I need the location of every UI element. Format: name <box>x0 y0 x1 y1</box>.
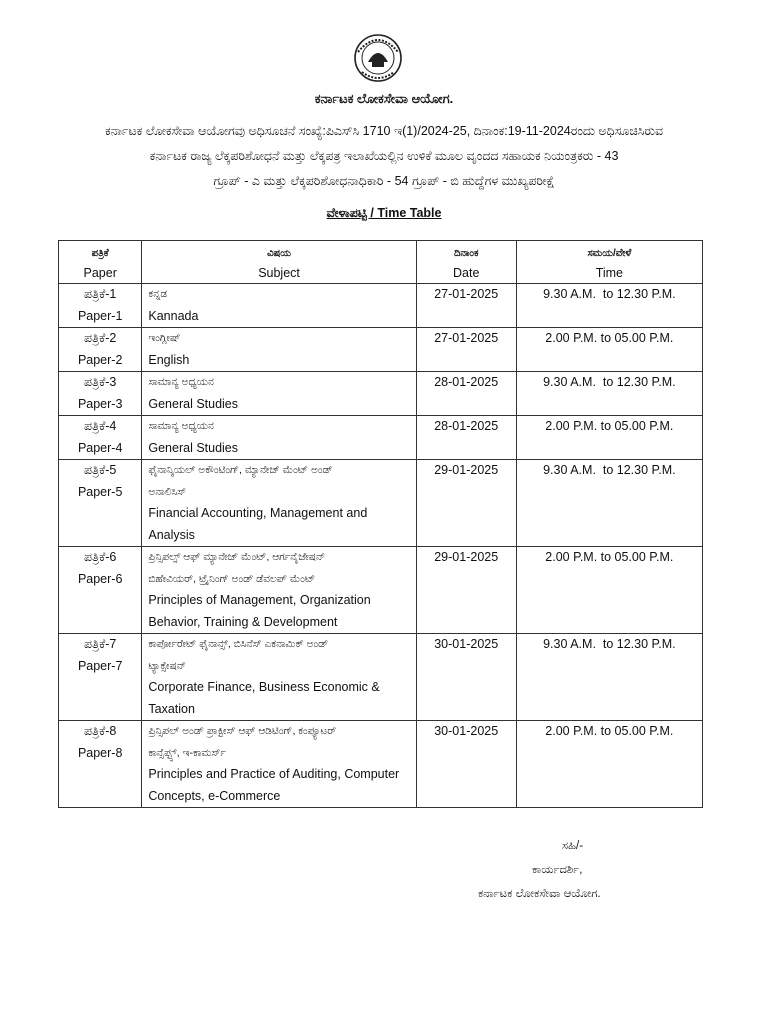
subject-cell: ಇಂಗ್ಲೀಷ್ English <box>142 328 416 372</box>
date-cell: 28-01-2025 <box>416 372 516 416</box>
paper-cell: ಪತ್ರಿಕೆ-2 Paper-2 <box>59 328 142 372</box>
date-cell: 28-01-2025 <box>416 416 516 460</box>
time-cell: 2.00 P.M. to 05.00 P.M. <box>516 328 702 372</box>
column-header-time: ಸಮಯ/ವೇಳೆ Time <box>516 241 702 284</box>
date-cell: 30-01-2025 <box>416 634 516 721</box>
date-cell: 27-01-2025 <box>416 284 516 328</box>
paper-cell: ಪತ್ರಿಕೆ-4 Paper-4 <box>59 416 142 460</box>
notice-line-3: ಗ್ರೂಪ್ - ಎ ಮತ್ತು ಲೆಕ್ಕಪರಿಶೋಧನಾಧಿಕಾರಿ - 54 ಗ್ರೂಪ್ - ಬಿ ಹುದ್ದೆಗಳ ಮುಖ್ಯಪರೀಕ್ಷೆ <box>213 174 555 188</box>
subject-cell: ಸಾಮಾನ್ಯ ಅಧ್ಯಯನ General Studies <box>142 372 416 416</box>
column-header-date: ದಿನಾಂಕ Date <box>416 241 516 284</box>
subject-cell: ಪ್ರಿನ್ಸಿಪಲ್ ಅಂಡ್ ಪ್ರಾಕ್ಟೀಸ್ ಆಫ್ ಆಡಿಟಿಂಗ್, ಕಂಪ್ಯೂಟರ್ ಕಾನ್ಸೆಪ್ಟ್ಸ್, ಇ-ಕಾಮರ್ಸ್ Principles and Practice of Auditing, Computer Concepts, e-Commerce <box>142 721 416 808</box>
time-cell: 2.00 P.M. to 05.00 P.M. <box>516 721 702 808</box>
notice-line-1: ಕರ್ನಾಟಕ ಲೋಕಸೇವಾ ಆಯೋಗವು ಅಧಿಸೂಚನೆ ಸಂಖ್ಯೆ:ಪಿಎಸ್‌ಸಿ 1710 ಇ(1)/2024-25, ದಿನಾಂಕ:19-11-2024ರಂದು ಅಧಿಸೂಚಿಸಿರುವ <box>105 124 663 138</box>
subject-cell: ಫೈನಾನ್ಶಿಯಲ್ ಅಕೌಂಟಿಂಗ್, ಮ್ಯಾನೇಜ್ ಮೆಂಟ್ ಅಂಡ್ ಅನಾಲಿಸಿಸ್ Financial Accounting, Management and Analysis <box>142 460 416 547</box>
signature-line: ಸಹಿ/- <box>562 840 584 852</box>
notice-line-2: ಕರ್ನಾಟಕ ರಾಜ್ಯ ಲೆಕ್ಕಪರಿಶೋಧನೆ ಮತ್ತು ಲೆಕ್ಕಪತ್ರ ಇಲಾಖೆಯಲ್ಲಿನ ಉಳಿಕೆ ಮೂಲ ವೃಂದದ ಸಹಾಯಕ ನಿಯಂತ್ರಕರು - 43 <box>149 149 619 163</box>
signatory-organization: ಕರ್ನಾಟಕ ಲೋಕಸೇವಾ ಆಯೋಗ. <box>478 888 601 900</box>
timetable-heading: ವೇಳಾಪಟ್ಟಿ / Time Table <box>326 206 442 220</box>
paper-cell: ಪತ್ರಿಕೆ-5 Paper-5 <box>59 460 142 547</box>
table-row <box>59 284 703 328</box>
time-cell: 9.30 A.M. to 12.30 P.M. <box>516 284 702 328</box>
table-row <box>59 547 703 634</box>
column-header-subject: ವಿಷಯ Subject <box>142 241 416 284</box>
date-cell: 30-01-2025 <box>416 721 516 808</box>
date-cell: 29-01-2025 <box>416 547 516 634</box>
time-cell: 2.00 P.M. to 05.00 P.M. <box>516 547 702 634</box>
kpsc-emblem-icon <box>346 32 410 86</box>
time-cell: 2.00 P.M. to 05.00 P.M. <box>516 416 702 460</box>
paper-cell: ಪತ್ರಿಕೆ-7 Paper-7 <box>59 634 142 721</box>
date-cell: 27-01-2025 <box>416 328 516 372</box>
subject-cell: ಕಾರ್ಪೋರೇಟ್ ಫೈನಾನ್ಸ್, ಬಿಸಿನೆಸ್ ಎಕನಾಮಿಕ್ ಅಂಡ್ ಟ್ಯಾಕ್ಸೇಷನ್ Corporate Finance, Business Economic & Taxation <box>142 634 416 721</box>
timetable <box>58 240 703 808</box>
table-row <box>59 634 703 721</box>
subject-cell: ಪ್ರಿನ್ಸಿಪಲ್ಸ್ ಆಫ್ ಮ್ಯಾನೇಜ್ ಮೆಂಟ್, ಆರ್ಗನೈಜೇಷನ್ ಬಿಹೇವಿಯರ್, ಟ್ರೈನಿಂಗ್ ಅಂಡ್ ಡೆವಲಪ್ ಮೆಂಟ್ Principles of Management, Organization Behavior, Training & Development <box>142 547 416 634</box>
paper-cell: ಪತ್ರಿಕೆ-3 Paper-3 <box>59 372 142 416</box>
table-header-row <box>59 241 703 284</box>
signatory-title: ಕಾರ್ಯದರ್ಶಿ, <box>532 864 583 876</box>
table-row <box>59 372 703 416</box>
table-row <box>59 416 703 460</box>
table-row <box>59 460 703 547</box>
paper-cell: ಪತ್ರಿಕೆ-8 Paper-8 <box>59 721 142 808</box>
time-cell: 9.30 A.M. to 12.30 P.M. <box>516 634 702 721</box>
paper-cell: ಪತ್ರಿಕೆ-6 Paper-6 <box>59 547 142 634</box>
paper-cell: ಪತ್ರಿಕೆ-1 Paper-1 <box>59 284 142 328</box>
table-row <box>59 721 703 808</box>
subject-cell: ಕನ್ನಡ Kannada <box>142 284 416 328</box>
time-cell: 9.30 A.M. to 12.30 P.M. <box>516 372 702 416</box>
date-cell: 29-01-2025 <box>416 460 516 547</box>
column-header-paper: ಪತ್ರಿಕೆ Paper <box>59 241 142 284</box>
time-cell: 9.30 A.M. to 12.30 P.M. <box>516 460 702 547</box>
table-row <box>59 328 703 372</box>
subject-cell: ಸಾಮಾನ್ಯ ಅಧ್ಯಯನ General Studies <box>142 416 416 460</box>
document-title: ಕರ್ನಾಟಕ ಲೋಕಸೇವಾ ಆಯೋಗ. <box>314 91 454 106</box>
